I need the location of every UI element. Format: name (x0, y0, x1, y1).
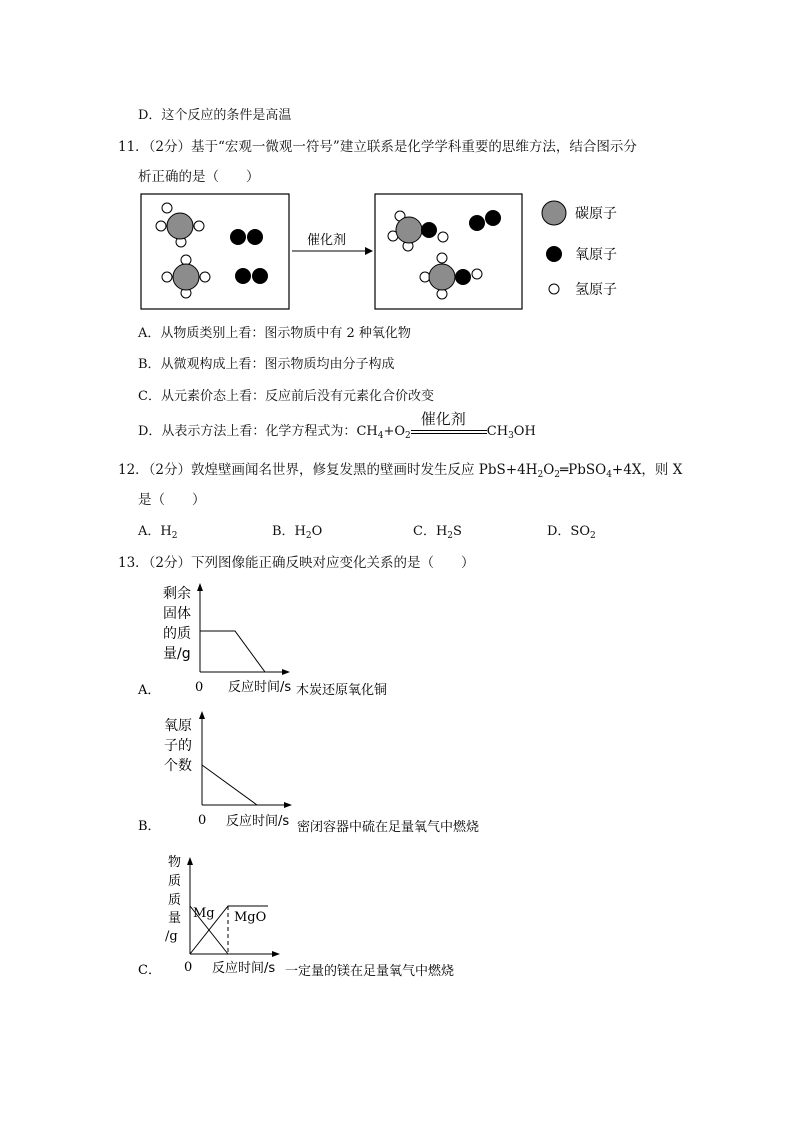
arrowhead-icon (365, 247, 373, 255)
q12-sub1: 2 (537, 470, 544, 480)
legend-hydrogen-label: 氢原子 (575, 282, 617, 298)
q12-text-b: O (543, 462, 555, 478)
graph-c-series-mgo: MgO (234, 910, 267, 925)
q11-option-d (138, 409, 536, 441)
graph-a-ylabel-3: 的质 (163, 626, 191, 642)
graph-b-ylabel-1: 氧原 (164, 718, 192, 734)
graph-a-curve (200, 631, 265, 672)
graph-b-letter: B． (138, 819, 161, 834)
q12-text-c: ═PbSO (560, 462, 607, 478)
x-arrow-icon (284, 802, 292, 808)
graph-c-ylabel-3: 质 (168, 893, 182, 908)
graph-a-xlabel: 反应时间/s (228, 680, 292, 695)
eq-sub2: 2 (405, 431, 411, 441)
eq-right-a: CH (486, 424, 509, 439)
graph-c-origin: 0 (184, 960, 193, 975)
q11-option-c: C．从元素价态上看：反应前后没有元素化合价改变 (138, 389, 434, 404)
q11-stem-line2: 析正确的是（ ） (138, 169, 260, 185)
graph-c-ylabel-4: 量 (168, 911, 182, 926)
q12-option-a: A．$H_2$ (138, 524, 178, 541)
q11-option-a: A．从物质类别上看：图示物质中有 2 种氧化物 (138, 326, 411, 341)
legend-hydrogen (549, 282, 617, 298)
y-arrow-icon (187, 857, 193, 865)
graph-c-ylabel-2: 质 (168, 874, 182, 889)
q11-option-d-prefix: D．从表示方法上看：化学方程式为： (138, 424, 357, 439)
graph-c-ylabel-5: /g (165, 929, 178, 944)
graph-a-caption: 木炭还原氧化铜 (296, 683, 388, 698)
eq-sub3: 3 (508, 431, 514, 441)
legend-oxygen (546, 246, 617, 263)
products-box (375, 194, 522, 309)
eq-sub1: 4 (377, 431, 384, 441)
graph-a-ylabel-2: 固体 (163, 606, 191, 622)
graph-b-origin: 0 (198, 813, 207, 828)
q13-graph-b (135, 708, 515, 836)
q11-option-b: B．从微观构成上看：图示物质均由分子构成 (138, 357, 395, 372)
graph-a-origin: 0 (195, 680, 204, 695)
graph-b-caption: 密闭容器中硫在足量氧气中燃烧 (297, 820, 480, 835)
x-arrow-icon (282, 669, 290, 675)
graph-a-ylabel-1: 剩余 (163, 586, 191, 602)
q12-sub2: 2 (554, 470, 561, 480)
eq-right-b: OH (513, 424, 536, 439)
eq-mid: +O (383, 424, 406, 439)
eq-left: CH (356, 424, 378, 439)
q10-option-d: D．这个反应的条件是高温 (138, 108, 292, 123)
graph-b-ylabel-3: 个数 (164, 758, 192, 774)
graph-c-caption: 一定量的镁在足量氧气中燃烧 (285, 964, 455, 979)
q12-option-d: D．$SO_2$ (547, 524, 596, 541)
graph-a-ylabel-4: 量/g (163, 646, 191, 662)
q13-graph-c (135, 848, 515, 980)
graph-c-ylabel-1: 物 (168, 855, 182, 870)
q12-option-b: B．$H_2O$ (272, 524, 323, 541)
catalyst-equals (411, 409, 487, 439)
q12-option-c: C．$H_2S$ (413, 524, 462, 541)
q13-stem: 13．（2分）下列图像能正确反映对应变化关系的是（ ） (118, 555, 475, 571)
graph-c-series-mg: Mg (193, 906, 215, 921)
graph-b-ylabel-2: 子的 (164, 738, 192, 754)
q11-molecule-diagram (135, 190, 655, 315)
q12-sub3: 4 (606, 470, 612, 480)
arrow-label: 催化剂 (307, 233, 347, 248)
graph-c-letter: C． (138, 963, 161, 978)
q12-stem-line2: 是（ ） (138, 492, 206, 508)
q11-stem-line1: 11．（2分）基于“宏观一微观一符号”建立联系是化学学科重要的思维方法，结合图示分 (118, 139, 637, 155)
legend-carbon (542, 201, 617, 225)
graph-b-curve (202, 765, 257, 805)
q12-text-a: 12．（2分）敦煌壁画闻名世界，修复发黑的壁画时发生反应 PbS+4H (118, 462, 538, 478)
graph-c-xlabel: 反应时间/s (212, 961, 276, 976)
legend-carbon-label: 碳原子 (575, 206, 617, 222)
y-arrow-icon (197, 583, 203, 591)
q12-text-d: +4X，则 X (611, 462, 683, 478)
graph-b-xlabel: 反应时间/s (226, 814, 290, 829)
q13-graph-a (135, 578, 435, 703)
graph-a-letter: A． (138, 683, 161, 698)
y-arrow-icon (199, 711, 205, 719)
catalyst-label: 催化剂 (420, 409, 466, 428)
x-arrow-icon (272, 951, 280, 957)
legend-oxygen-label: 氧原子 (575, 247, 617, 263)
q12-stem-line1 (118, 458, 682, 478)
